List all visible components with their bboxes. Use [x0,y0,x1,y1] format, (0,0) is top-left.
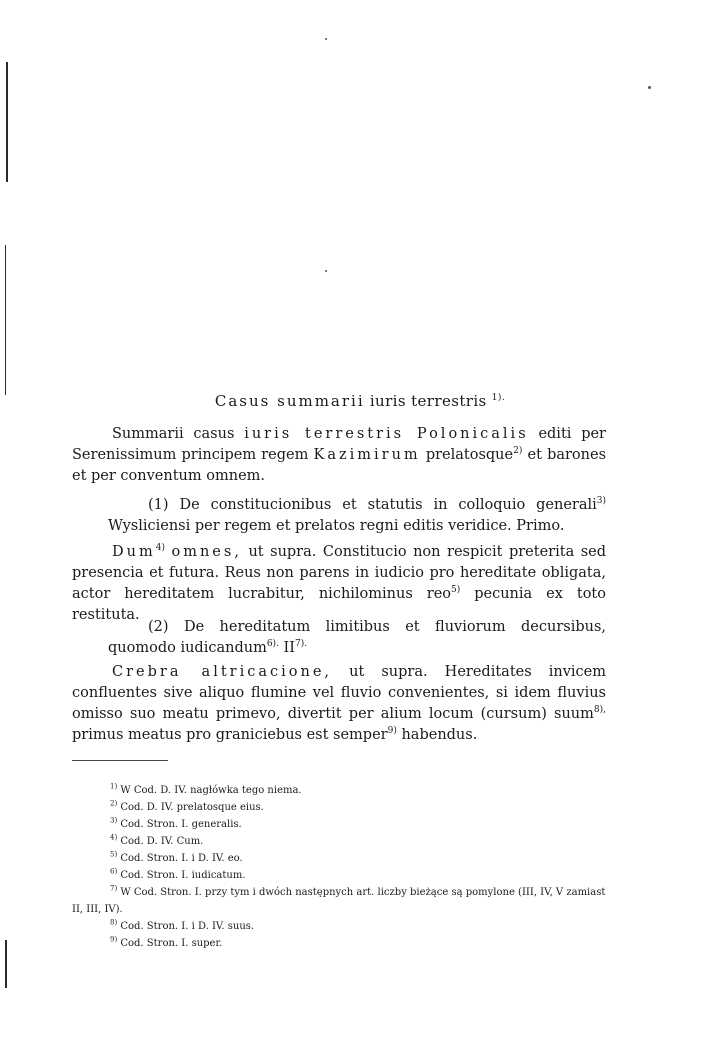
footnote-mark: 3) [110,816,118,825]
title-rest: iuris terrestris [369,392,487,410]
article-heading-1 [108,495,606,537]
footnote-separator [72,760,168,761]
footnote-ref: 2) [513,446,523,457]
intro-text: editi per Serenissimum principem regem [72,426,606,463]
footnote-ref: 5) [451,585,461,596]
page-title [0,392,720,410]
paragraph-text: primus meatus pro graniciebus est semper [72,727,388,743]
intro-text: Summarii casus [112,426,235,442]
article-heading-text: De constitucionibus et statutis in colloquio generali [179,497,597,513]
footnote-7 [72,884,606,918]
footnote-3 [72,816,606,833]
article-number: (2) [148,619,169,635]
footnote-text: Cod. Stron. I. iudicatum. [120,870,246,881]
article-paragraph-2 [72,662,606,746]
intro-paragraph [72,424,606,487]
footnote-2 [72,799,606,816]
footnote-ref: 9) [387,726,397,737]
footnote-ref: 8), [593,705,606,716]
paragraph-text: habendus. [401,727,478,743]
article-heading-text: II [283,640,296,656]
footnote-text: Cod. Stron. I. super. [120,938,223,949]
footnote-mark: 6) [110,867,118,876]
footnote-text: Cod. Stron. I. generalis. [120,819,242,830]
footnote-mark: 5) [110,850,118,859]
paragraph-text: pecunia ex toto restituta. [72,586,606,623]
footnote-mark: 9) [110,935,118,944]
scan-speck [648,86,651,89]
scan-speck [325,270,327,272]
footnote-mark: 7) [110,884,118,893]
article-heading-text: Wysliciensi per regem et prelatos regni editis veridice. Primo. [108,518,565,534]
article-paragraph-1 [72,542,606,626]
footnote-mark: 8) [110,918,118,927]
footnote-ref: 4) [155,543,165,554]
footnote-mark: 4) [110,833,118,842]
footnote-8 [72,918,606,935]
title-footnote-ref: 1). [491,393,506,403]
intro-spaced-text: iuris terrestris Polonicalis [244,426,529,442]
footnote-text: Cod. D. IV. prelatosque eius. [120,802,264,813]
intro-text: et barones et per conventum omnem. [72,447,607,484]
footnote-1 [72,782,606,799]
article-heading-2 [108,617,606,659]
scan-edge-mark [5,245,6,395]
paragraph-text: ut supra. Constitucio non respicit preterita sed presencia et futura. Reus non parens in iudicio pro hereditate obligata, actor hereditatem lucrabitur, nichilominus reo [72,544,607,602]
scan-speck [325,38,327,40]
title-spaced: Casus summarii [214,392,365,410]
footnote-5 [72,850,606,867]
footnote-ref: 3) [596,496,607,507]
paragraph-text: ut supra. Hereditates invicem confluentes sive aliquo flumine vel fluvio convenientes, si idem fluvius omisso suo meatu primevo, divertit per alium locum (cursum) suum [72,664,607,722]
incipit-spaced: Dum [112,544,156,560]
footnote-text: W Cod. D. IV. nagłówka tego niema. [120,785,302,796]
footnote-ref: 7). [295,639,308,650]
intro-text: prelatosque [425,447,514,463]
footnote-6 [72,867,606,884]
incipit-spaced: omnes, [171,544,242,560]
footnote-text: Cod. Stron. I. i D. IV. suus. [120,921,255,932]
scan-edge-mark [5,940,7,988]
footnote-mark: 2) [110,799,118,808]
footnote-ref: 6). [266,639,279,650]
article-heading-text: De hereditatum limitibus et fluviorum decursibus, quomodo iudicandum [108,619,606,656]
footnote-text: Cod. D. IV. Cum. [120,836,204,847]
article-number: (1) [148,497,169,513]
scan-edge-mark [6,62,8,182]
footnote-mark: 1) [110,782,118,791]
footnote-4 [72,833,606,850]
footnote-9 [72,935,606,952]
intro-spaced-name: Kazimirum [313,447,421,463]
incipit-spaced: Crebra altricacione, [112,664,333,680]
footnote-text: W Cod. Stron. I. przy tym i dwóch następnych art. liczby bieżące są pomylone (III, IV, V zamiast II, III, IV). [72,887,606,915]
footnote-text: Cod. Stron. I. i D. IV. eo. [120,853,243,864]
footnotes [72,782,606,952]
